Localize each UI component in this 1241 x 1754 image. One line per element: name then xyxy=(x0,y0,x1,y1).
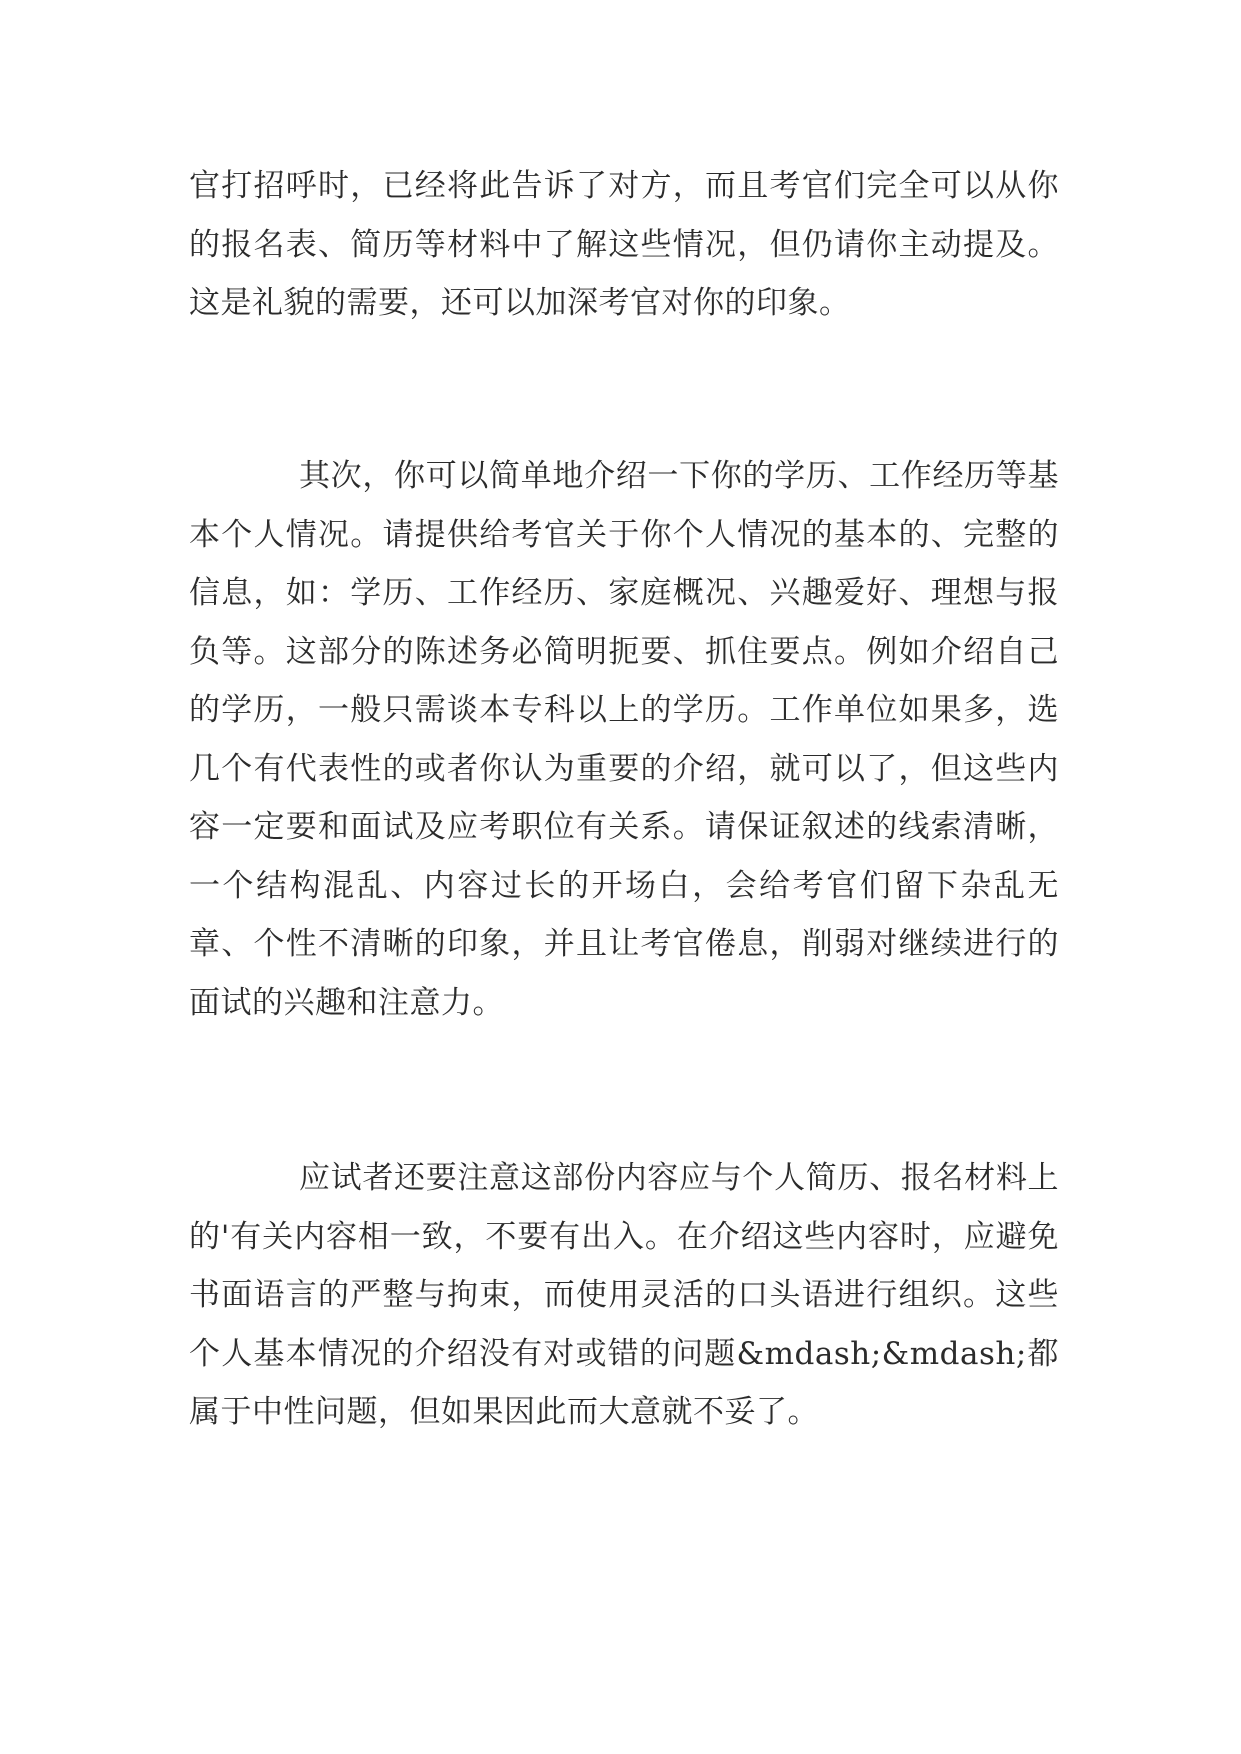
paragraph-consistency-note: 应试者还要注意这部份内容应与个人简历、报名材料上的'有关内容相一致，不要有出入。在介绍这些内容时，应避免书面语言的严整与拘束，而使用灵活的口头语进行组织。这些个人基本情况的介绍没有对或错的问题&mdash;&mdash;都属于中性问题，但如果因此而大意就不妥了。 xyxy=(189,1160,1059,1430)
paragraph-personal-background: 其次，你可以简单地介绍一下你的学历、工作经历等基本个人情况。请提供给考官关于你个人情况的基本的、完整的信息，如：学历、工作经历、家庭概况、兴趣爱好、理想与报负等。这部分的陈述务必简明扼要、抓住要点。例如介绍自己的学历，一般只需谈本专科以上的学历。工作单位如果多，选几个有代表性的或者你认为重要的介绍，就可以了，但这些内容一定要和面试及应考职位有关系。请保证叙述的线索清晰，一个结构混乱、内容过长的开场白，会给考官们留下杂乱无章、个性不清晰的印象，并且让考官倦息，削弱对继续进行的面试的兴趣和注意力。 xyxy=(189,458,1059,1021)
paragraph-continuation: 官打招呼时，已经将此告诉了对方，而且考官们完全可以从你的报名表、简历等材料中了解这些情况，但仍请你主动提及。这是礼貌的需要，还可以加深考官对你的印象。 xyxy=(189,168,1059,321)
